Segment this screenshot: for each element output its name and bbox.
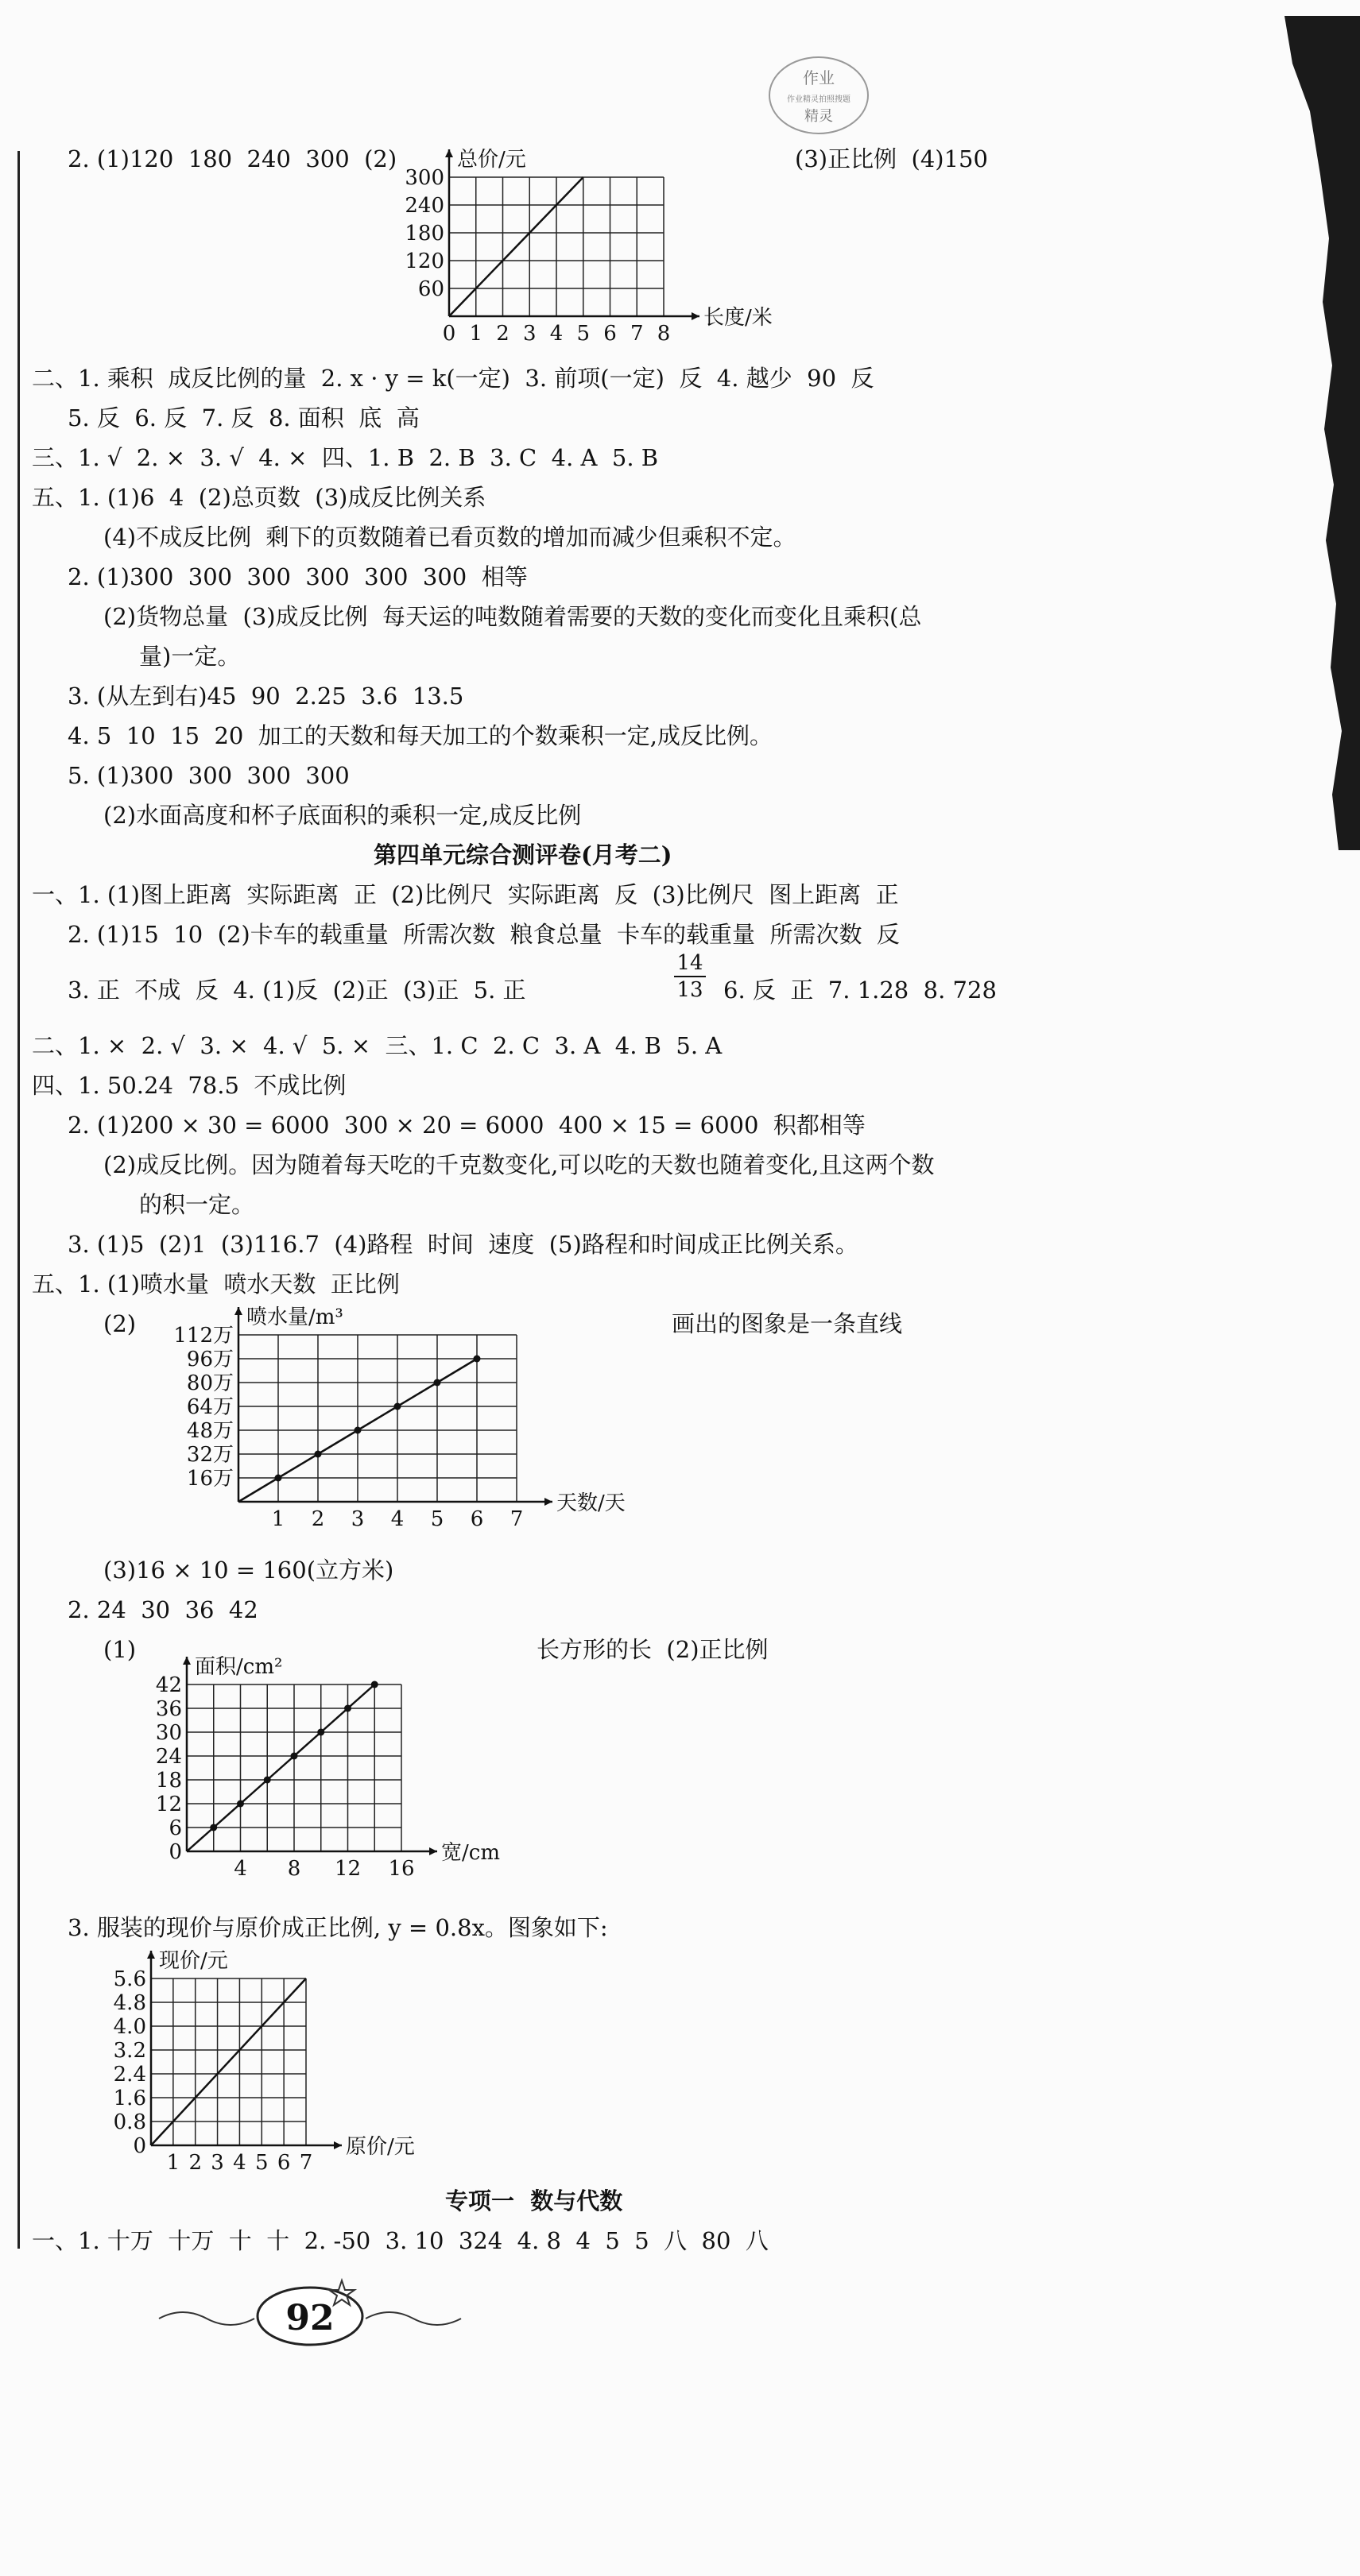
x-tick-label: 7 <box>299 2151 313 2175</box>
y-tick-label: 32万 <box>186 1443 234 1467</box>
y-tick-label: 2.4 <box>113 2063 146 2087</box>
y-tick-label: 0.8 <box>113 2110 146 2134</box>
stamp-middle-text: 作业精灵拍照搜题 <box>787 95 850 104</box>
answer-line: (2)成反比例。因为随着每天吃的千克数变化,可以吃的天数也随着变化,且这两个数 <box>103 1151 935 1178</box>
data-point <box>315 1451 322 1458</box>
y-tick-label: 80万 <box>186 1371 234 1395</box>
chart-water-spray <box>143 1303 652 1557</box>
y-tick-label: 64万 <box>186 1395 234 1419</box>
stamp-bottom-text: 精灵 <box>804 108 833 125</box>
y-tick-label: 180 <box>405 222 444 246</box>
y-tick-label: 16万 <box>186 1467 234 1491</box>
y-tick-label: 112万 <box>173 1324 234 1348</box>
answer-line: 量)一定。 <box>139 643 241 670</box>
left-margin-rule <box>17 151 20 2249</box>
series-line <box>449 177 583 316</box>
data-point <box>317 1729 324 1736</box>
answer-line: (2) <box>103 1310 137 1337</box>
x-tick-label: 4 <box>549 322 564 346</box>
y-tick-label: 60 <box>417 277 444 301</box>
data-point <box>394 1403 401 1410</box>
y-axis-arrow <box>445 149 453 157</box>
data-point <box>264 1777 271 1784</box>
answer-line: (2)货物总量 (3)成反比例 每天运的吨数随着需要的天数的变化而变化且乘积(总 <box>103 603 922 630</box>
y-tick-label: 3.2 <box>113 2039 146 2063</box>
y-axis-label: 现价/元 <box>159 1949 228 1973</box>
x-tick-label: 8 <box>657 322 671 346</box>
x-tick-label: 7 <box>630 322 644 346</box>
answer-line: 2. (1)15 10 (2)卡车的载重量 所需次数 粮食总量 卡车的载重量 所需次数 反 <box>68 921 900 948</box>
answer-line: 3. 正 不成 反 4. (1)反 (2)正 (3)正 5. 正 <box>68 977 526 1004</box>
y-tick-label: 12 <box>155 1793 182 1816</box>
x-axis-label: 宽/cm <box>441 1841 500 1865</box>
x-tick-label: 1 <box>271 1507 285 1531</box>
y-tick-label: 30 <box>155 1721 182 1745</box>
answer-line: 二、1. 乘积 成反比例的量 2. x · y = k(一定) 3. 前项(一定) 反 4. 越少 90 反 <box>32 365 874 392</box>
data-point <box>237 1800 244 1808</box>
x-axis-label: 原价/元 <box>346 2135 415 2159</box>
y-tick-label: 24 <box>155 1745 182 1769</box>
watermark-stamp <box>763 48 874 143</box>
x-tick-label: 3 <box>211 2151 224 2175</box>
answer-line: 4. 5 10 15 20 加工的天数和每天加工的个数乘积一定,成反比例。 <box>68 722 773 749</box>
answer-line: 2. (1)200 × 30 = 6000 300 × 20 = 6000 400 × 15 = 6000 积都相等 <box>68 1112 866 1139</box>
answer-line: 6. 反 正 7. 1.28 8. 728 <box>723 977 997 1004</box>
answer-line: 的积一定。 <box>139 1191 255 1218</box>
series-line <box>151 1978 306 2145</box>
data-point <box>275 1475 282 1482</box>
y-tick-label: 48万 <box>186 1419 234 1443</box>
x-tick-label: 3 <box>522 322 537 346</box>
x-tick-label: 16 <box>388 1857 415 1881</box>
x-axis-arrow <box>692 312 699 320</box>
x-tick-label: 2 <box>496 322 510 346</box>
x-axis-arrow <box>544 1498 552 1506</box>
y-tick-label: 1.6 <box>113 2087 146 2110</box>
answer-line: 长方形的长 (2)正比例 <box>537 1636 769 1663</box>
chart-total-price <box>374 143 779 366</box>
x-tick-label: 6 <box>603 322 617 346</box>
x-tick-label: 4 <box>233 2151 246 2175</box>
answer-line: 3. 服装的现价与原价成正比例, y = 0.8x。图象如下: <box>68 1914 608 1941</box>
y-tick-label: 0 <box>133 2134 146 2158</box>
x-tick-label: 5 <box>576 322 591 346</box>
y-tick-label: 42 <box>155 1673 182 1697</box>
x-axis-label: 天数/天 <box>556 1491 626 1515</box>
x-tick-label: 5 <box>255 2151 269 2175</box>
answer-line: 五、1. (1)喷水量 喷水天数 正比例 <box>32 1271 400 1298</box>
chart-area <box>143 1629 525 1899</box>
page-number: 92 <box>285 2298 335 2338</box>
x-tick-label: 2 <box>311 1507 325 1531</box>
x-axis-arrow <box>429 1847 437 1855</box>
answer-line: 一、1. 十万 十万 十 十 2. -50 3. 10 324 4. 8 4 5 5 八 80 八 <box>32 2227 769 2254</box>
y-tick-label: 5.6 <box>113 1967 146 1991</box>
data-point <box>371 1681 378 1688</box>
x-axis-label: 长度/米 <box>703 306 773 330</box>
answer-line: 三、1. √ 2. × 3. √ 4. × 四、1. B 2. B 3. C 4. A 5. B <box>32 444 659 471</box>
data-point <box>355 1427 362 1434</box>
y-axis-arrow <box>234 1307 242 1315</box>
fraction-numerator: 14 <box>674 950 706 977</box>
page-number-ornament <box>151 2272 469 2352</box>
answer-line: (2)水面高度和杯子底面积的乘积一定,成反比例 <box>103 802 582 829</box>
x-tick-label: 8 <box>287 1857 301 1881</box>
answer-line: (1) <box>103 1636 137 1663</box>
x-tick-label: 5 <box>430 1507 444 1531</box>
section-title: 专项一 数与代数 <box>445 2187 623 2214</box>
answer-line: 2. 24 30 36 42 <box>68 1596 258 1623</box>
x-tick-label: 12 <box>334 1857 362 1881</box>
y-axis-arrow <box>183 1657 191 1665</box>
answer-line: (4)不成反比例 剩下的页数随着已看页数的增加而减少但乘积不定。 <box>103 524 796 551</box>
y-tick-label: 240 <box>405 194 444 218</box>
answer-line: (3)16 × 10 = 160(立方米) <box>103 1557 394 1584</box>
answer-line: 五、1. (1)6 4 (2)总页数 (3)成反比例关系 <box>32 484 486 511</box>
y-tick-label: 4.8 <box>113 1991 146 2015</box>
answer-line: (3)正比例 (4)150 <box>795 145 988 172</box>
data-point <box>474 1356 481 1363</box>
answer-line: 二、1. × 2. √ 3. × 4. √ 5. × 三、1. C 2. C 3. A 4. B 5. A <box>32 1032 723 1059</box>
y-axis-label: 喷水量/m³ <box>246 1305 343 1329</box>
y-axis-arrow <box>147 1951 155 1959</box>
x-tick-label: 0 <box>442 322 456 346</box>
x-tick-label: 1 <box>469 322 483 346</box>
fraction-denominator: 13 <box>676 978 703 1002</box>
y-axis-label: 面积/cm² <box>195 1655 283 1679</box>
chart-price <box>95 1947 429 2177</box>
x-tick-label: 3 <box>351 1507 365 1531</box>
x-axis-arrow <box>334 2141 342 2149</box>
y-tick-label: 0 <box>169 1840 182 1864</box>
data-point <box>344 1705 351 1712</box>
x-tick-label: 6 <box>277 2151 291 2175</box>
torn-page-edge <box>1277 16 1360 850</box>
y-tick-label: 96万 <box>186 1348 234 1371</box>
y-tick-label: 36 <box>155 1697 182 1721</box>
data-point <box>434 1379 441 1387</box>
data-point <box>291 1753 298 1760</box>
y-tick-label: 4.0 <box>113 2015 146 2039</box>
section-title: 第四单元综合测评卷(月考二) <box>374 841 672 868</box>
x-tick-label: 4 <box>390 1507 405 1531</box>
x-tick-label: 6 <box>470 1507 484 1531</box>
answer-line: 5. (1)300 300 300 300 <box>68 762 350 789</box>
answer-line: 3. (从左到右)45 90 2.25 3.6 13.5 <box>68 683 464 710</box>
stamp-top-text: 作业 <box>803 68 835 87</box>
y-tick-label: 300 <box>405 166 444 190</box>
answer-line: 2. (1)120 180 240 300 (2) <box>68 145 397 172</box>
x-tick-label: 1 <box>166 2151 180 2175</box>
y-tick-label: 120 <box>405 249 444 273</box>
y-tick-label: 6 <box>169 1816 182 1840</box>
answer-line: 四、1. 50.24 78.5 不成比例 <box>32 1072 347 1099</box>
answer-line: 5. 反 6. 反 7. 反 8. 面积 底 高 <box>68 404 420 431</box>
answer-line: 3. (1)5 (2)1 (3)116.7 (4)路程 时间 速度 (5)路程和时间成正比例关系。 <box>68 1231 858 1258</box>
fraction <box>674 950 706 1003</box>
x-tick-label: 2 <box>188 2151 202 2175</box>
answer-line: 2. (1)300 300 300 300 300 300 相等 <box>68 563 528 590</box>
answer-line: 画出的图象是一条直线 <box>672 1310 903 1337</box>
x-tick-label: 4 <box>234 1857 247 1881</box>
x-tick-label: 7 <box>510 1507 524 1531</box>
data-point <box>210 1824 217 1831</box>
answer-line: 一、1. (1)图上距离 实际距离 正 (2)比例尺 实际距离 反 (3)比例尺 图上距离 正 <box>32 881 899 908</box>
y-tick-label: 18 <box>155 1769 182 1793</box>
y-axis-label: 总价/元 <box>457 148 526 172</box>
